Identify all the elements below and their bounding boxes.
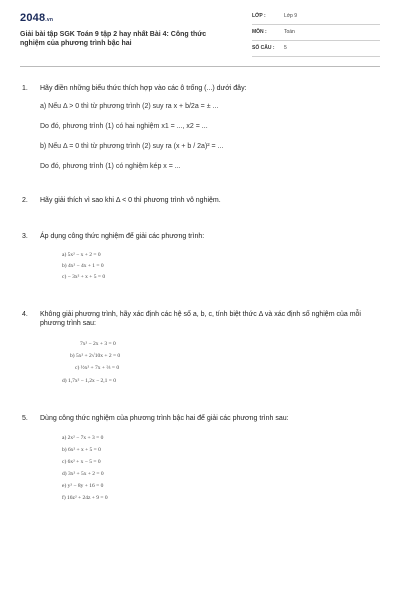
question-line: Do đó, phương trình (1) có nghiệm kép x = ... xyxy=(40,163,181,170)
document-header xyxy=(20,12,380,56)
meta-key: LỚP : xyxy=(252,13,266,19)
equation: a) 2x² − 7x + 3 = 0 xyxy=(62,435,104,441)
meta-table xyxy=(252,12,380,60)
meta-row-class xyxy=(252,12,380,25)
equation: c) 6x² + x − 5 = 0 xyxy=(62,459,101,465)
meta-key: MÔN : xyxy=(252,29,267,35)
question-text: Hãy điền những biểu thức thích hợp vào các ô trống (...) dưới đây: xyxy=(40,85,247,92)
question-number: 3. xyxy=(22,233,28,240)
question-number: 1. xyxy=(22,85,28,92)
question-line: a) Nếu Δ > 0 thì từ phương trình (2) suy ra x + b/2a = ± ... xyxy=(40,103,219,110)
equation: f) 16z² + 24z + 9 = 0 xyxy=(62,495,108,501)
meta-row-count xyxy=(252,44,380,57)
meta-key: SỐ CÂU : xyxy=(252,45,275,51)
equation: b) 6x² + x + 5 = 0 xyxy=(62,447,101,453)
question-line: Do đó, phương trình (1) có hai nghiệm x1 = ..., x2 = ... xyxy=(40,123,208,130)
question-number: 2. xyxy=(22,197,28,204)
equation: b) 4x² − 4x + 1 = 0 xyxy=(62,263,104,269)
meta-value: Toán xyxy=(284,29,295,35)
equation: d) 1,7x² − 1,2x − 2,1 = 0 xyxy=(62,378,117,384)
question-number: 5. xyxy=(22,415,28,422)
question-text: Hãy giải thích vì sao khi Δ < 0 thì phương trình vô nghiệm. xyxy=(40,197,221,204)
logo-suffix: .vn xyxy=(45,17,54,23)
question-text: Không giải phương trình, hãy xác định các hệ số a, b, c, tính biệt thức Δ và xác định số nghiệm của mỗi phương trình sau: xyxy=(40,311,361,327)
question-text: Áp dụng công thức nghiệm để giải các phương trình: xyxy=(40,233,205,240)
equation: d) 3x² + 5x + 2 = 0 xyxy=(62,471,104,477)
question-number: 4. xyxy=(22,311,28,318)
question-text: Dùng công thức nghiệm của phương trình bậc hai để giải các phương trình sau: xyxy=(40,415,289,422)
site-logo[interactable] xyxy=(20,12,53,24)
meta-row-subject xyxy=(252,28,380,41)
meta-value: Lớp 9 xyxy=(284,13,298,19)
meta-value: 5 xyxy=(284,45,287,51)
logo-text: 2048 xyxy=(20,12,46,24)
equation: b) 5x² + 2√10x + 2 = 0 xyxy=(70,353,121,359)
question-line: b) Nếu Δ = 0 thì từ phương trình (2) suy ra (x + b / 2a)² = ... xyxy=(40,143,224,150)
equation: c) ½x² + 7x + ⅔ = 0 xyxy=(75,365,120,371)
equation: e) y² − 8y + 16 = 0 xyxy=(62,483,104,489)
equation: a) 5x² − x + 2 = 0 xyxy=(62,252,101,258)
equation: c) − 3x² + x + 5 = 0 xyxy=(62,274,106,280)
equation: 7x² − 2x + 3 = 0 xyxy=(80,341,116,347)
document-title: Giải bài tập SGK Toán 9 tập 2 hay nhất Bài 4: Công thức nghiệm của phương trình bậc hai xyxy=(20,31,207,47)
header-divider xyxy=(20,66,380,67)
